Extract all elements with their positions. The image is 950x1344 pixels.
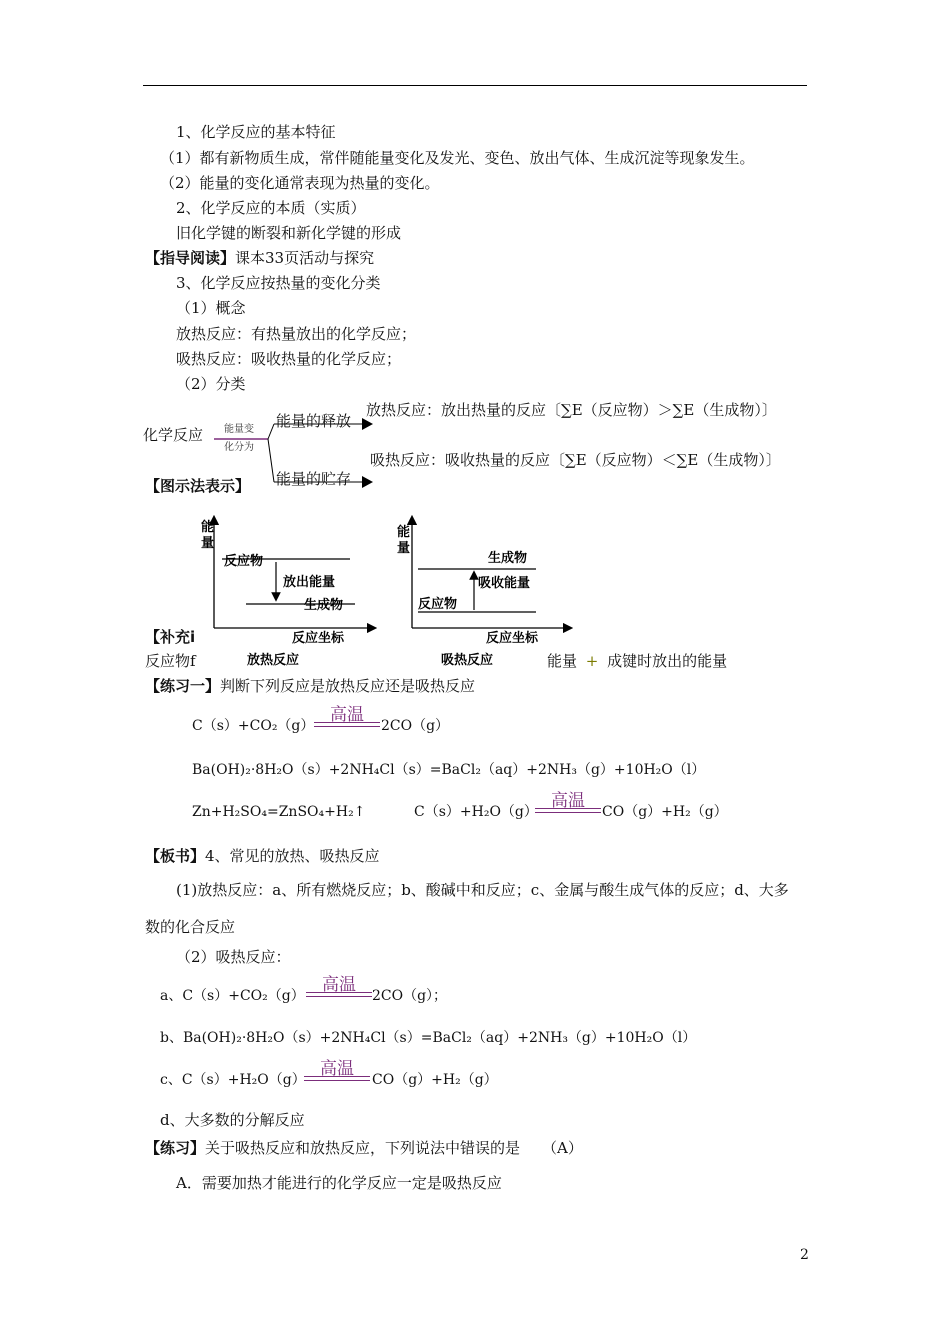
exercise2-option-a: A．需要加热才能进行的化学反应一定是吸热反应	[176, 1174, 502, 1192]
branch-store: 能量的贮存	[276, 470, 352, 488]
eq4-left: C（s）+H₂O（g）	[414, 804, 538, 820]
exercise1-header	[145, 676, 475, 696]
classify-mid-bottom: 化分为	[224, 442, 254, 453]
left-change-label: 放出能量	[283, 575, 336, 590]
board-a-right: 2CO（g）；	[372, 988, 448, 1004]
classify-root: 化学反应	[143, 426, 204, 444]
eq2: Ba(OH)₂·8H₂O（s）+2NH₄Cl（s）=BaCl₂（aq）+2NH₃（g）+10H₂O（l）	[192, 762, 706, 778]
board-title: 4、常见的放热、吸热反应	[205, 847, 380, 865]
right-high-label: 生成物	[488, 551, 528, 566]
exercise1-tag: 【练习一】	[145, 677, 221, 695]
board-a-bar-top	[306, 992, 372, 993]
board-c-bar-top	[304, 1076, 370, 1077]
concept-heading: （1）概念	[176, 299, 246, 317]
endothermic-list-title: （2）吸热反应：	[176, 948, 291, 966]
eq1-right: 2CO（g）	[381, 718, 450, 734]
endothermic-criterion: 吸热反应：吸收热量的反应〔∑E（反应物）＜∑E（生成物）〕	[370, 451, 781, 469]
left-caption: 放热反应	[247, 653, 300, 668]
board-c-bar-bottom	[304, 1080, 370, 1081]
eq1-condition: 高温	[330, 705, 364, 725]
left-y-label-2: 量	[201, 536, 215, 551]
branch-release: 能量的释放	[276, 412, 352, 430]
page-number: 2	[800, 1247, 809, 1263]
exothermic-definition: 放热反应：有热量放出的化学反应；	[176, 325, 417, 343]
feature-2: （2）能量的变化通常表现为热量的变化。	[160, 174, 440, 192]
right-caption: 吸热反应	[441, 653, 494, 668]
board-c-condition: 高温	[320, 1059, 354, 1079]
supplement-energy: 能量	[547, 652, 578, 670]
eq1-left: C（s）+CO₂（g）	[192, 718, 315, 734]
exothermic-criterion: 放热反应：放出热量的反应〔∑E（反应物）＞∑E（生成物）〕	[366, 401, 777, 419]
eq3: Zn+H₂SO₄=ZnSO₄+H₂↑	[192, 804, 366, 820]
guided-reading-text: 课本33页活动与探究	[235, 249, 375, 267]
supplement-tail	[547, 651, 727, 671]
left-y-label-1: 能	[201, 520, 215, 535]
exothermic-list-1: (1)放热反应：a、所有燃烧反应；b、酸碱中和反应；c、金属与酸生成气体的反应；d、大多	[176, 881, 789, 899]
eq1-bar-top	[314, 722, 380, 723]
left-low-label: 生成物	[304, 598, 344, 613]
classification-heading: （2）分类	[176, 375, 246, 393]
right-x-label: 反应坐标	[486, 631, 539, 646]
board-header	[145, 846, 380, 866]
left-x-label: 反应坐标	[292, 631, 345, 646]
board-a-condition: 高温	[322, 975, 356, 995]
exothermic-diagram	[214, 520, 372, 628]
classify-mid-top: 能量变	[224, 424, 254, 435]
eq1-bar-bottom	[314, 726, 380, 727]
exercise2-header	[145, 1138, 583, 1158]
diagram-tag: 【图示法表示】	[145, 477, 251, 495]
board-a-bar-bottom	[306, 996, 372, 997]
exercise2-answer: （A）	[542, 1139, 583, 1157]
section-2-title: 2、化学反应的本质（实质）	[176, 199, 366, 217]
exothermic-list-2: 数的化合反应	[145, 918, 236, 936]
essence-text: 旧化学键的断裂和新化学键的形成	[176, 224, 402, 242]
exercise2-question: 关于吸热反应和放热反应，下列说法中错误的是	[205, 1139, 521, 1157]
section-1-title: 1、化学反应的基本特征	[176, 123, 336, 141]
eq4-condition: 高温	[551, 791, 585, 811]
eq4-bar-top	[535, 808, 601, 809]
supplement-start: 反应物f	[145, 652, 196, 670]
supplement-tag: 【补充i	[145, 628, 196, 646]
board-c-left: c、C（s）+H₂O（g）	[160, 1072, 306, 1088]
board-a-left: a、C（s）+CO₂（g）	[160, 988, 305, 1004]
exercise2-tag: 【练习】	[145, 1139, 206, 1157]
board-tag: 【板书】	[145, 847, 206, 865]
board-c-right: CO（g）+H₂（g）	[372, 1072, 498, 1088]
right-change-label: 吸收能量	[478, 576, 531, 591]
exercise1-title: 判断下列反应是放热反应还是吸热反应	[220, 677, 476, 695]
guided-reading-tag: 【指导阅读】	[145, 249, 236, 267]
endothermic-definition: 吸热反应：吸收热量的化学反应；	[176, 350, 402, 368]
right-y-label-2: 量	[397, 541, 411, 556]
section-3-title: 3、化学反应按热量的变化分类	[176, 274, 381, 292]
right-y-label-1: 能	[397, 525, 411, 540]
board-b: b、Ba(OH)₂·8H₂O（s）+2NH₄Cl（s）=BaCl₂（aq）+2NH₃（g）+10H₂O（l）	[160, 1030, 697, 1046]
eq4-bar-bottom	[535, 812, 601, 813]
eq4-right: CO（g）+H₂（g）	[602, 804, 728, 820]
supplement-plus: +	[585, 652, 599, 670]
feature-1: （1）都有新物质生成，常伴随能量变化及发光、变色、放出气体、生成沉淀等现象发生。	[160, 149, 755, 167]
supplement-end: 成键时放出的能量	[607, 652, 728, 670]
board-d: d、大多数的分解反应	[160, 1111, 305, 1129]
left-high-label: 反应物	[224, 554, 264, 569]
right-low-label: 反应物	[418, 597, 458, 612]
